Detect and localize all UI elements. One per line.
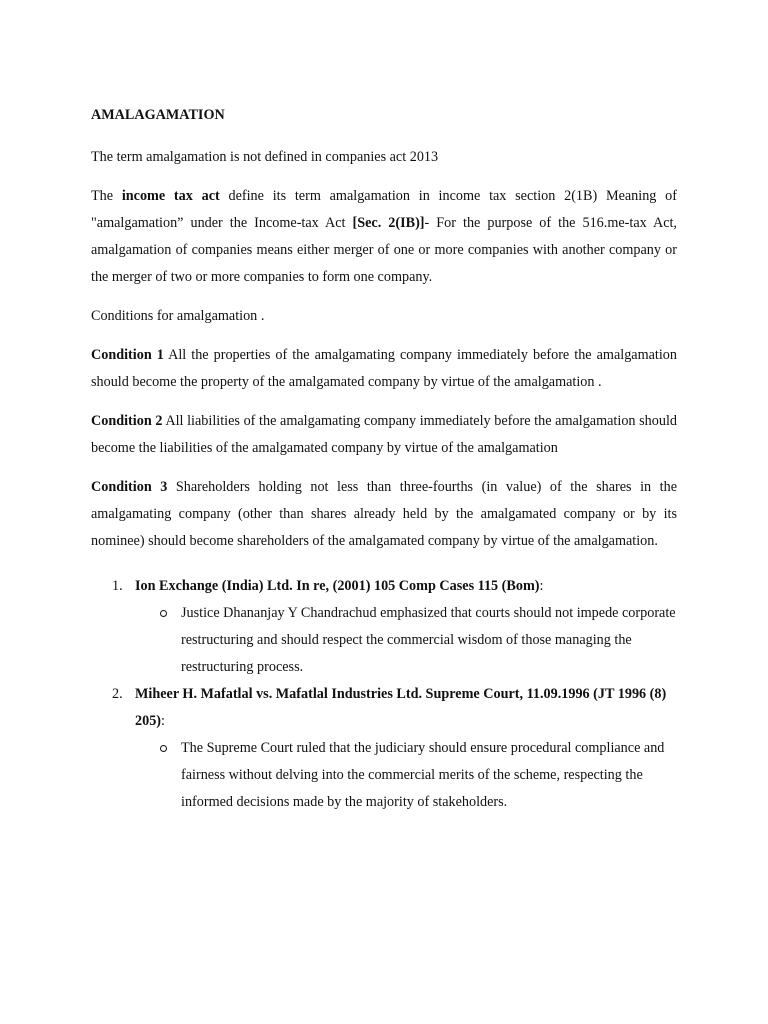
case-suffix: : — [539, 578, 544, 594]
hollow-bullet-icon — [160, 610, 167, 617]
case-suffix: : — [161, 713, 165, 729]
case-list — [91, 573, 677, 816]
case-detail-text: Justice Dhananjay Y Chandrachud emphasized that courts should not impede corporate restructuring and should respect the commercial wisdom of those managing the restructuring process. — [181, 605, 676, 675]
case-detail-text: The Supreme Court ruled that the judiciary should ensure procedural compliance and fairness without delving into the commercial merits of the scheme, respecting the informed decisions made by the majority of stakeholders. — [181, 740, 665, 810]
definition-text-3: - For the purpose of the 516.me-tax Act, amalgamation of companies means either merger of one or more companies with another company or the merger of two or more companies to form one company. — [91, 215, 677, 285]
condition-text: Shareholders holding not less than three-fourths (in value) of the shares in the amalgamating company (other than shares already held by the amalgamated company or by its nominee) should become shareholders of the amalgamated company by virtue of the amalgamation. — [91, 479, 677, 549]
case-detail-list — [135, 600, 677, 681]
condition-1 — [91, 342, 677, 396]
case-item-2 — [91, 681, 677, 816]
hollow-bullet-icon — [160, 745, 167, 752]
document-title: AMALAGAMATION — [91, 107, 225, 123]
intro-paragraph: The term amalgamation is not defined in companies act 2013 — [91, 149, 439, 165]
conditions-intro: Conditions for amalgamation . — [91, 308, 265, 324]
document-body — [91, 105, 677, 816]
condition-3 — [91, 474, 677, 555]
case-number: 1. — [112, 578, 123, 594]
case-number: 2. — [112, 686, 123, 702]
condition-label: Condition 2 — [91, 413, 163, 429]
case-detail-item — [135, 735, 677, 816]
definition-bold-1: income tax act — [121, 188, 220, 204]
definition-bold-2: [Sec. 2(IB)] — [352, 215, 425, 231]
case-detail-list — [135, 735, 677, 816]
condition-text: All the properties of the amalgamating company immediately before the amalgamation should become the property of the amalgamated company by virtue of the amalgamation . — [91, 347, 677, 390]
condition-label: Condition 3 — [91, 479, 168, 495]
condition-label: Condition 1 — [91, 347, 164, 363]
condition-text: All liabilities of the amalgamating company immediately before the amalgamation should become the liabilities of the amalgamated company by virtue of the amalgamation — [91, 413, 677, 456]
condition-2 — [91, 408, 677, 462]
case-title: Miheer H. Mafatlal vs. Mafatlal Industries Ltd. Supreme Court, 11.09.1996 (JT 1996 (8) 205) — [135, 686, 667, 729]
definition-text-2: define its term amalgamation in income tax section 2(1B) Meaning of "amalgamation” under the Income-tax Act — [91, 188, 677, 231]
definition-text-1: The — [91, 188, 122, 204]
case-title: Ion Exchange (India) Ltd. In re, (2001) 105 Comp Cases 115 (Bom) — [135, 578, 540, 594]
case-item-1 — [91, 573, 677, 681]
case-detail-item — [135, 600, 677, 681]
definition-paragraph — [91, 183, 677, 291]
